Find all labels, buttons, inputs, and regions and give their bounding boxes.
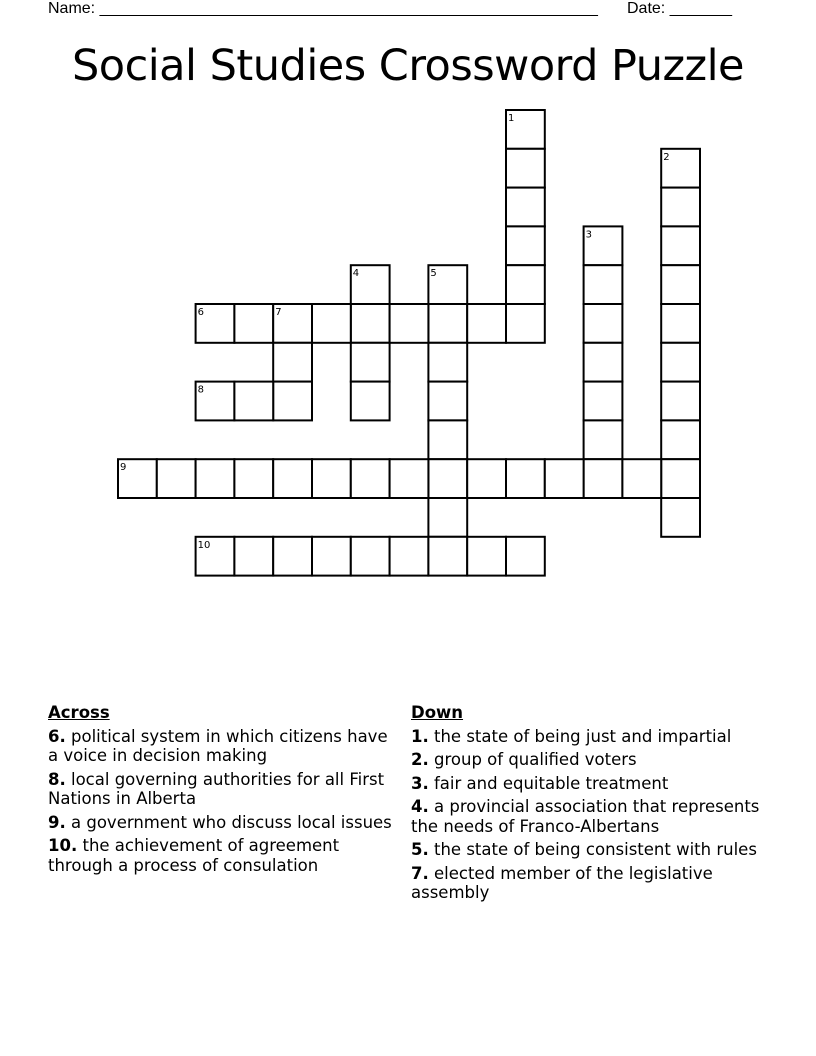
grid-cell[interactable] — [506, 265, 545, 304]
grid-cell[interactable] — [312, 537, 351, 576]
date-field[interactable]: Date: _______ — [627, 0, 732, 17]
clue-number: 6. — [48, 726, 66, 746]
across-clues — [48, 703, 393, 879]
grid-cell[interactable] — [428, 537, 467, 576]
grid-cell[interactable] — [234, 304, 273, 343]
grid-cell[interactable] — [661, 498, 700, 537]
grid-cell[interactable] — [312, 304, 351, 343]
grid-cell[interactable] — [661, 420, 700, 459]
down-clue-1 — [411, 727, 761, 747]
grid-cell[interactable] — [351, 382, 390, 421]
grid-cell[interactable] — [234, 459, 273, 498]
clue-number-label: 6 — [197, 307, 204, 318]
grid-cell[interactable] — [661, 265, 700, 304]
across-clue-9 — [48, 813, 393, 833]
grid-cell[interactable] — [467, 304, 506, 343]
clue-text: a government who discuss local issues — [71, 812, 392, 832]
clue-text: local governing authorities for all First Nations in Alberta — [48, 769, 385, 808]
grid-cell[interactable] — [661, 382, 700, 421]
grid-cell[interactable] — [351, 459, 390, 498]
grid-cell[interactable] — [428, 382, 467, 421]
clue-number-label: 4 — [352, 268, 360, 280]
clue-text: group of qualified voters — [434, 750, 637, 769]
page-title: Social Studies Crossword Puzzle — [71, 41, 745, 91]
grid-cell[interactable] — [661, 226, 700, 265]
clue-number-label: 8 — [197, 384, 204, 396]
grid-cell[interactable] — [467, 537, 506, 576]
clue-number: 8. — [48, 769, 66, 789]
grid-cell[interactable] — [584, 265, 623, 304]
grid-cell[interactable] — [506, 459, 545, 498]
down-clue-2 — [411, 750, 761, 770]
grid-cell[interactable] — [390, 304, 429, 343]
grid-cell[interactable] — [273, 343, 312, 382]
down-heading: Down — [411, 703, 464, 722]
clue-text: political system in which citizens have a voice in decision making — [48, 726, 388, 765]
clue-text: a provincial association that represents the needs of Franco-Albertans — [411, 797, 760, 836]
grid-cell[interactable] — [506, 188, 545, 227]
grid-cell[interactable] — [428, 304, 467, 343]
clue-number: 1. — [411, 726, 429, 746]
grid-cell[interactable] — [196, 459, 235, 498]
clue-number-label: 7 — [275, 307, 282, 318]
grid-cell[interactable] — [312, 459, 351, 498]
clue-number: 4. — [411, 797, 429, 816]
clue-number-label: 1 — [508, 113, 515, 124]
across-clue-8 — [48, 770, 393, 809]
grid-cell[interactable] — [661, 304, 700, 343]
across-clue-10 — [48, 836, 393, 875]
clue-number-label: 9 — [120, 462, 127, 474]
clue-number: 9. — [48, 812, 66, 832]
grid-cell[interactable] — [273, 537, 312, 576]
clue-number: 5. — [411, 840, 429, 859]
grid-cell[interactable] — [584, 304, 623, 343]
name-field[interactable]: Name: ________________________________________________________ — [48, 0, 598, 17]
grid-cell[interactable] — [545, 459, 584, 498]
down-clues — [411, 703, 761, 907]
down-clue-3 — [411, 774, 761, 794]
clue-number: 7. — [411, 863, 429, 883]
clue-number-label: 3 — [585, 229, 592, 241]
grid-cell[interactable] — [584, 420, 623, 459]
across-clue-6 — [48, 727, 393, 766]
grid-cell[interactable] — [157, 459, 196, 498]
grid-cell[interactable] — [584, 459, 623, 498]
grid-cell[interactable] — [351, 537, 390, 576]
grid-cell[interactable] — [428, 420, 467, 459]
grid-cell[interactable] — [584, 343, 623, 382]
across-heading: Across — [48, 703, 110, 722]
grid-cell[interactable] — [584, 382, 623, 421]
grid-cell[interactable] — [428, 498, 467, 537]
grid-cell[interactable] — [506, 304, 545, 343]
grid-cell[interactable] — [467, 459, 506, 498]
clue-text: the state of being consistent with rules — [434, 840, 757, 859]
grid-cell[interactable] — [622, 459, 661, 498]
grid-cell[interactable] — [351, 343, 390, 382]
grid-cell[interactable] — [390, 537, 429, 576]
grid-cell[interactable] — [428, 343, 467, 382]
grid-cell[interactable] — [273, 382, 312, 421]
grid-cell[interactable] — [234, 382, 273, 421]
grid-cell[interactable] — [390, 459, 429, 498]
grid-cell[interactable] — [351, 304, 390, 343]
grid-cell[interactable] — [661, 188, 700, 227]
clue-text: the achievement of agreement through a process of consulation — [48, 836, 340, 875]
clue-number: 2. — [411, 750, 429, 769]
clue-number-label: 10 — [197, 539, 211, 551]
clue-number: 3. — [411, 773, 429, 793]
grid-cell[interactable] — [428, 459, 467, 498]
grid-cell[interactable] — [506, 149, 545, 188]
grid-cell[interactable] — [661, 459, 700, 498]
clue-text: fair and equitable treatment — [434, 773, 669, 793]
grid-cell[interactable] — [273, 459, 312, 498]
clue-number: 10. — [48, 836, 78, 855]
grid-cell[interactable] — [234, 537, 273, 576]
down-clue-5 — [411, 840, 761, 860]
down-clue-4 — [411, 797, 761, 836]
clue-text: elected member of the legislative assembly — [411, 863, 713, 902]
grid-cell[interactable] — [661, 343, 700, 382]
clue-text: the state of being just and impartial — [434, 726, 732, 746]
down-clue-7 — [411, 864, 761, 903]
clue-number-label: 2 — [663, 151, 670, 163]
grid-cell[interactable] — [506, 537, 545, 576]
clue-number-label: 5 — [430, 268, 437, 280]
grid-cell[interactable] — [506, 226, 545, 265]
